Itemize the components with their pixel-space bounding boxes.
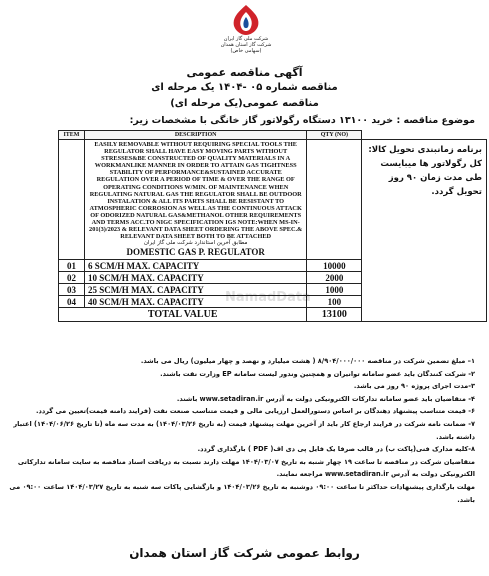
note-item: ۳-مدت اجرای پروژه ۹۰ روز می باشد. [353, 382, 475, 391]
description-text: EASILY REMOVABLE WITHOUT REQUIRING SPECIAL TOOLS THE REGULATOR SHALL HAVE EASY MOVING PARTS WITHOUT STRESSES&BE CONSTRUCTED OF QUALITY MATERIALS IN A WORKMANLIKE MANNER IN ORDER TO ATTAIN GAS TIGHTNESS STABILITY OF PERFORMANCE&SUSTAINED ACCURATE REGULATION OVER A PERIOD OF TIME & OVER THE RANGE OF OPERATING CONDITIONS W/MIN. OF MAINTENANCE WHEN REGULATING NATURAL GAS THE REGULATOR SHALL BE OUTDOOR INSTALATION & ALL ITS PARTS SHALL BE RESISTANT TO ATMOSPHERIC CORROSION AS WELL AS THE CONTINUOUS ATTACK OF ODORIZED NATURAL GAS&METHANOL OTHER REQUIREMENTS AND TERMS ACC.TO NIGC SPECIFICATION IGS NOTE:WHEN MS-IN-201(3)/2023 & RELEVANT DATA SHEET ORDERING THE ABOVE SPEC.& RELEVANT DATA SHEET BOTH TO BE ATTACHED [89, 141, 303, 241]
description-item-cell [59, 140, 85, 260]
standard-note: مطابق آخرین استاندارد شرکت ملی گاز ایران [143, 240, 248, 247]
note-item: ۱– مبلغ تضمین شرکت در مناقصه ۸/۹۰۴/۰۰۰/۰۰۰ ( هشت میلیارد و نهصد و چهار میلیون) ریال می باشد. [140, 357, 475, 365]
row-item: 01 [59, 260, 85, 272]
description-qty-cell [307, 140, 362, 260]
watermark: NamadData [225, 290, 311, 305]
row-description: 10 SCM/H MAX. CAPACITY [84, 272, 306, 284]
notes-list [7, 355, 475, 506]
tender-subject: موضوع مناقصه : خرید ۱۳۱۰۰ دستگاه رگولاتور گاز خانگی با مشخصات زیر: [129, 115, 475, 126]
row-qty: 10000 [307, 260, 362, 272]
note-item: ۴- متقاضیان باید عضو سامانه تدارکات الکترونیکی دولت به آدرس www.setadiran.ir باشند. [176, 394, 475, 403]
table-header-row [59, 131, 487, 140]
note-item: مهلت بارگذاری پیشنهادات حداکثر تا ساعت ۰۹:۰۰ دوشنبه به تاریخ ۱۴۰۴/۰۳/۲۶ و بازگشایی پاکات سه شنبه به تاریخ ۱۴۰۴/۰۳/۲۷ ساعت ۰۹:۰۰ می باشد. [9, 482, 475, 504]
total-value: 13100 [307, 308, 362, 322]
header-empty [362, 131, 487, 140]
nigc-flame-logo-icon [226, 4, 266, 36]
tender-number: مناقصه شماره ۰۵ -۱۴۰۴ یک مرحله ای [151, 82, 338, 93]
row-qty: 1000 [307, 284, 362, 296]
description-row [59, 140, 487, 260]
row-description: 25 SCM/H MAX. CAPACITY [84, 284, 306, 296]
note-item: ۶- قیمت متناسب پیشنهاد دهندگان بر اساس دستورالعمل ارزیابی مالی و قیمت متناسب صنعت نفت (فرایند دامنه قیمت)تعیین می گردد. [35, 407, 475, 416]
note-item: متقاضیان شرکت در مناقصه تا ساعت ۱۹ چهار شنبه به تاریخ ۱۴۰۴/۰۳/۰۷ مهلت دارند نسبت به دریافت اسناد مناقصه به سایت سامانه تدارکاتی الکترونیکی دولت به آدرس www.setadiran.ir مراجعه نمایند. [17, 457, 475, 479]
row-description: 40 SCM/H MAX. CAPACITY [84, 296, 306, 308]
org-name-line3: (سهامی خاص) [230, 48, 262, 54]
row-item: 04 [59, 296, 85, 308]
org-name-line1: شرکت ملی گاز ایران [223, 36, 269, 42]
note-item: ۷- ضمانت نامه شرکت در فرایند ارجاع کار باید از آخرین مهلت پیشنهاد قیمت (به تاریخ ۱۴۰۴/۰۳/۲۶) به مدت سه ماه (تا تاریخ ۱۴۰۴/۰۶/۲۶) اعتبار داشته باشد. [13, 419, 475, 441]
product-name: DOMESTIC GAS P. REGULATOR [126, 247, 265, 258]
page-title: آگهی مناقصه عمومی [186, 66, 303, 79]
row-qty: 2000 [307, 272, 362, 284]
description-cell [84, 140, 306, 260]
note-item: ۸-کلیه مدارک فنی(پاکت ب) در قالب صرفا یک فایل پی دی اف( PDF ) بارگذاری گردد. [197, 445, 475, 454]
delivery-note: برنامه زمانبندی تحویل کالا: کل رگولاتور ها میبایست طی مدت زمان ۹۰ روز تحویل گردد. [362, 140, 487, 322]
row-item: 03 [59, 284, 85, 296]
total-label: TOTAL VALUE [59, 308, 307, 322]
footer-signature: روابط عمومی شرکت گاز استان همدان [129, 546, 360, 560]
header-description: DESCRIPTION [84, 131, 306, 140]
header-qty: QTY (NO) [307, 131, 362, 140]
note-item: ۲- شرکت کنندگان باید عضو سامانه توانیران و همچنین وندور لیست سامانه EP وزارت نفت باشند. [160, 369, 475, 378]
row-item: 02 [59, 272, 85, 284]
company-logo [202, 4, 290, 60]
row-description: 6 SCM/H MAX. CAPACITY [84, 260, 306, 272]
header-item: ITEM [59, 131, 85, 140]
org-name-line2: شرکت گاز استان همدان [220, 42, 272, 48]
tender-type: مناقصه عمومی(یک مرحله ای) [170, 98, 319, 109]
row-qty: 100 [307, 296, 362, 308]
